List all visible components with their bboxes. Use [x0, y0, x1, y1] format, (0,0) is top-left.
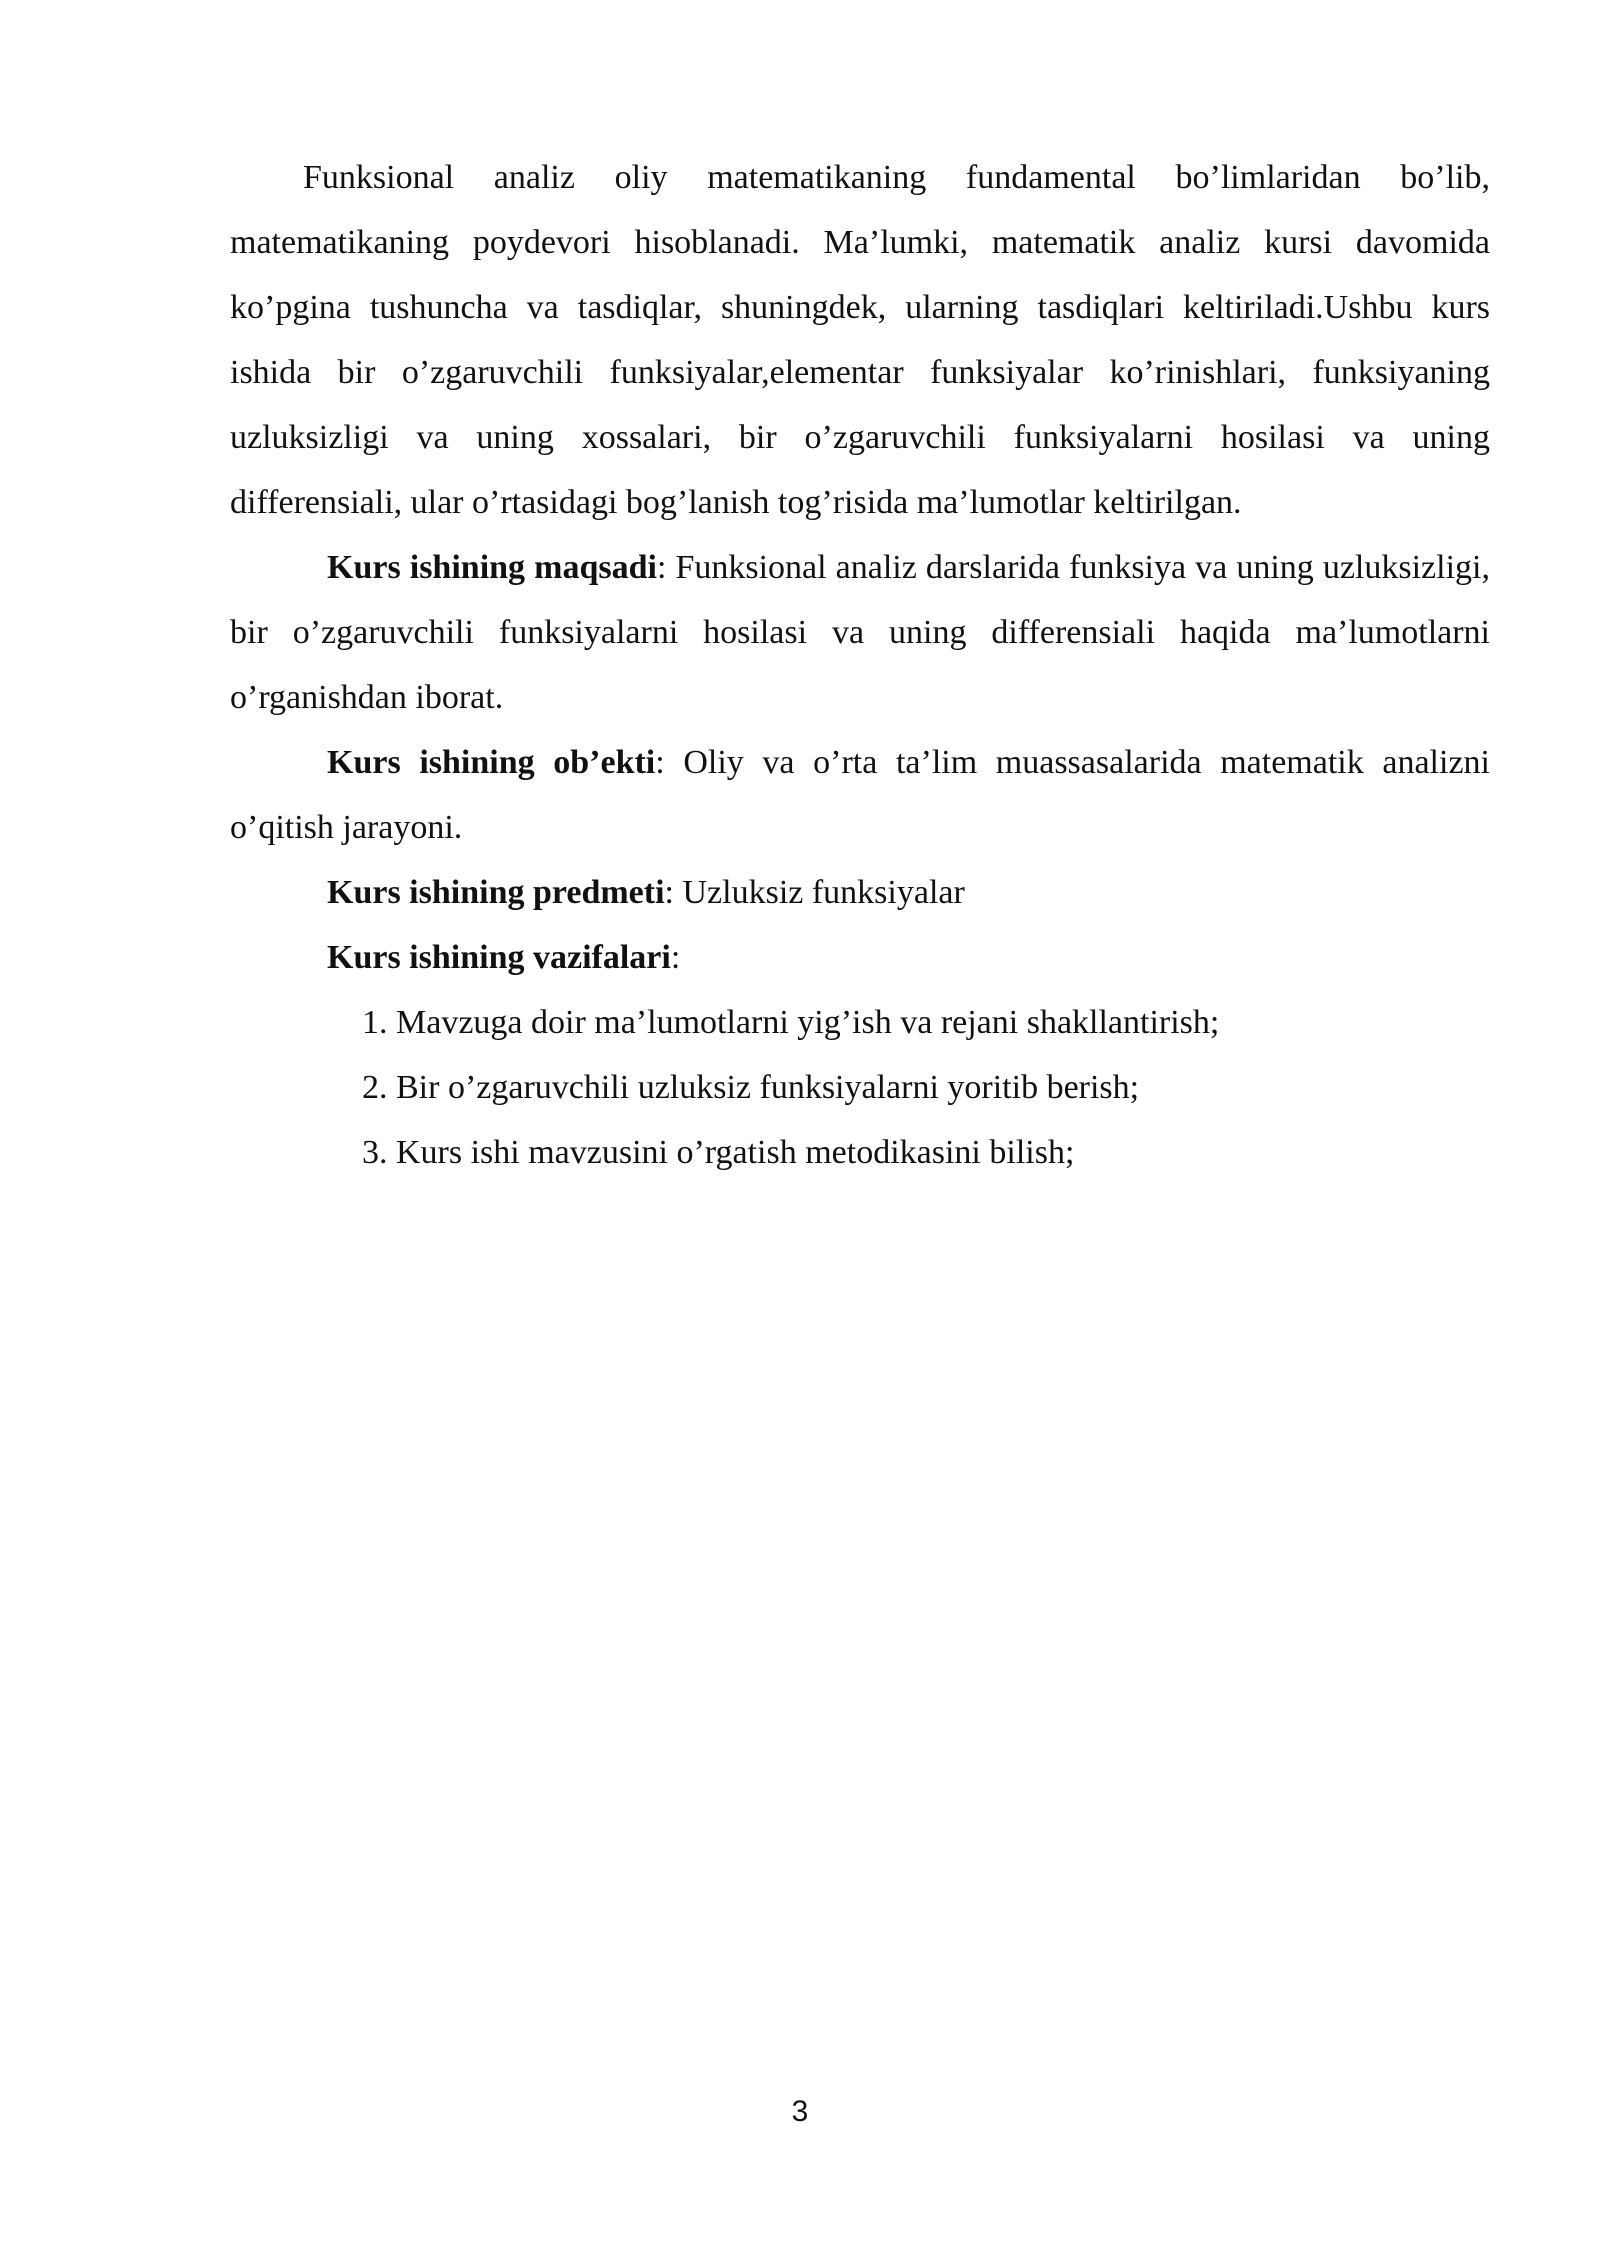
object-text: : Oliy va o’rta ta’lim muassasalarida matematik analizni o’qitish jarayoni.: [230, 744, 1490, 846]
tasks-list: [230, 990, 1490, 1185]
document-page: [230, 145, 1490, 1185]
subject-text: : Uzluksiz funksiyalar: [664, 874, 965, 911]
tasks-heading: [230, 925, 1490, 990]
task-item: 2. Bir o’zgaruvchili uzluksiz funksiyalarni yoritib berish;: [362, 1069, 1140, 1106]
purpose-label: Kurs ishining maqsadi: [327, 549, 657, 586]
subject-paragraph: [230, 860, 1490, 925]
purpose-paragraph: [230, 535, 1490, 730]
object-label: Kurs ishining ob’ekti: [327, 744, 656, 781]
tasks-label: Kurs ishining vazifalari: [327, 939, 671, 976]
tasks-colon: :: [670, 939, 681, 976]
task-item: 3. Kurs ishi mavzusini o’rgatish metodikasini bilish;: [362, 1134, 1075, 1171]
purpose-text: : Funksional analiz darslarida funksiya va uning uzluksizligi, bir o’zgaruvchili funksiyalarni hosilasi va uning differensiali haqida ma’lumotlarni o’rganishdan iborat.: [230, 549, 1490, 716]
task-item: 1. Mavzuga doir ma’lumotlarni yig’ish va rejani shakllantirish;: [362, 1004, 1220, 1041]
page-number: 3: [791, 2095, 809, 2128]
object-paragraph: [230, 730, 1490, 860]
intro-paragraph: Funksional analiz oliy matematikaning fundamental bo’limlaridan bo’lib, matematikaning poydevori hisoblanadi. Ma’lumki, matematik analiz kursi davomida ko’pgina tushuncha va tasdiqlar, shuningdek, ularning tasdiqlari keltiriladi.Ushbu kurs ishida bir o’zgaruvchili funksiyalar,elementar funksiyalar ko’rinishlari, funksiyaning uzluksizligi va uning xossalari, bir o’zgaruvchili funksiyalarni hosilasi va uning differensiali, ular o’rtasidagi bog’lanish tog’risida ma’lumotlar keltirilgan.: [230, 159, 1490, 521]
subject-label: Kurs ishining predmeti: [327, 874, 665, 911]
